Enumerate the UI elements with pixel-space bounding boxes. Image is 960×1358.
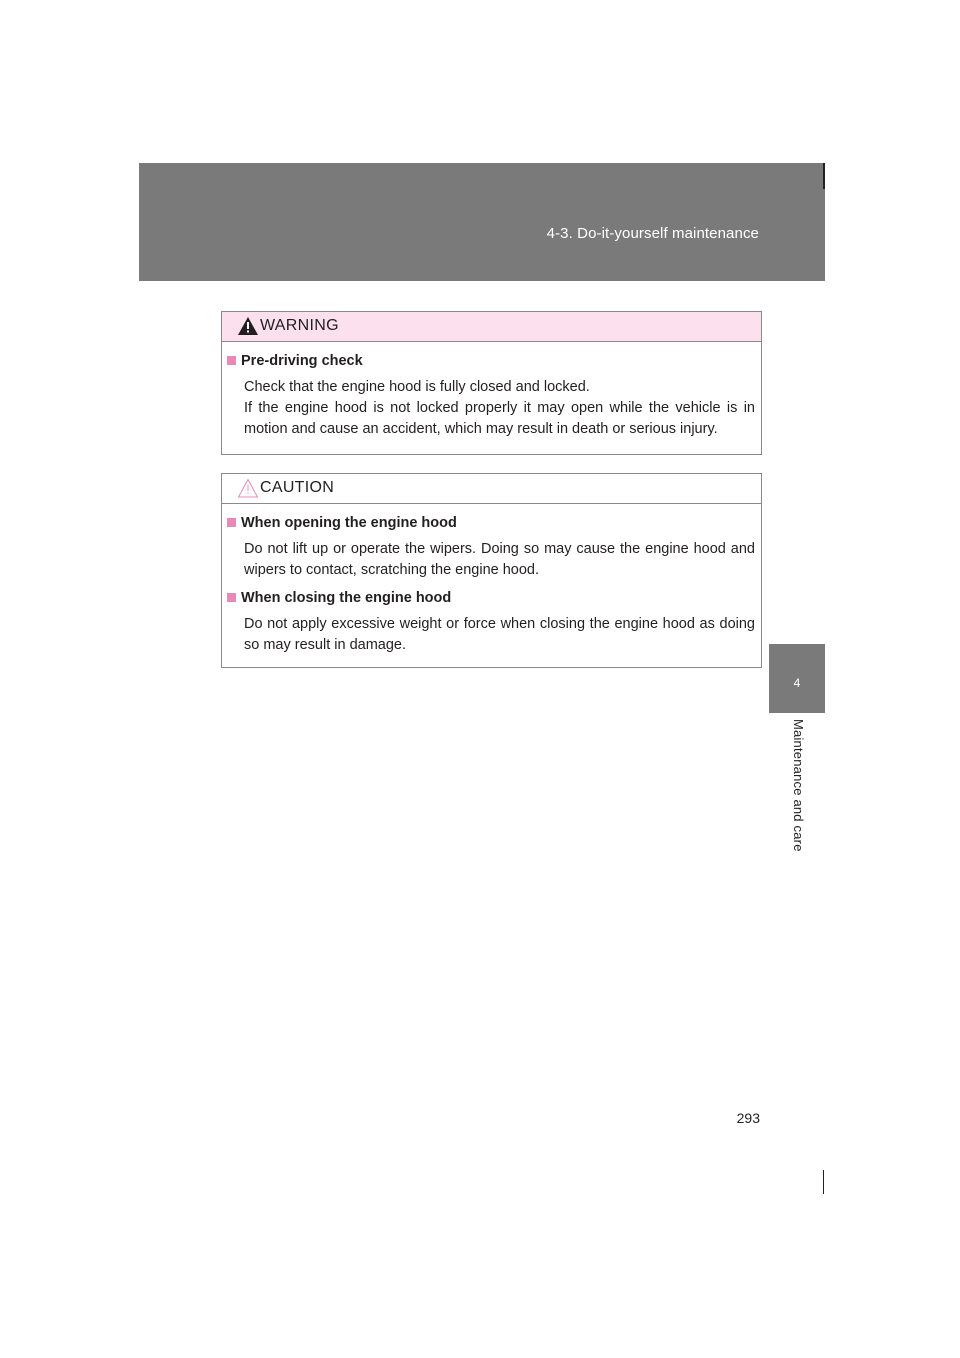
caution-item-heading-text: When closing the engine hood (241, 590, 452, 606)
warning-paragraph: Check that the engine hood is fully closed and locked. (244, 379, 590, 395)
chapter-number: 4 (793, 676, 801, 690)
section-title: 4-3. Do-it-yourself maintenance (546, 225, 759, 242)
chapter-label-text: Maintenance and care (791, 719, 806, 852)
warning-header (222, 312, 761, 342)
warning-paragraph: If the engine hood is not locked properly it may open while the vehicle is in motion and cause an accident, which may result in death or serious injury. (244, 400, 755, 437)
page-number: 293 (736, 1110, 760, 1126)
caution-item-heading-text: When opening the engine hood (241, 515, 457, 531)
warning-triangle-icon (237, 316, 259, 336)
caution-title: CAUTION (260, 479, 335, 496)
warning-body (222, 342, 761, 440)
caution-paragraph: Do not lift up or operate the wipers. Doing so may cause the engine hood and wipers to contact, scratching the engine hood. (244, 541, 755, 578)
crop-mark-bottom (823, 1170, 824, 1194)
header-band (139, 163, 825, 281)
caution-paragraph: Do not apply excessive weight or force when closing the engine hood as doing so may result in damage. (244, 616, 755, 653)
warning-title: WARNING (260, 317, 339, 334)
bullet-square-icon (227, 593, 236, 602)
warning-item-heading (227, 351, 755, 371)
crop-mark-top (823, 163, 825, 189)
bullet-square-icon (227, 518, 236, 527)
caution-triangle-icon (237, 478, 259, 498)
warning-item-heading-text: Pre-driving check (241, 353, 363, 369)
caution-body (222, 504, 761, 656)
chapter-label (769, 713, 825, 883)
caution-box (221, 473, 762, 668)
bullet-square-icon (227, 356, 236, 365)
caution-item-heading (227, 513, 755, 533)
chapter-tab (769, 644, 825, 713)
caution-header (222, 474, 761, 504)
caution-item-heading (227, 588, 755, 608)
warning-box (221, 311, 762, 455)
